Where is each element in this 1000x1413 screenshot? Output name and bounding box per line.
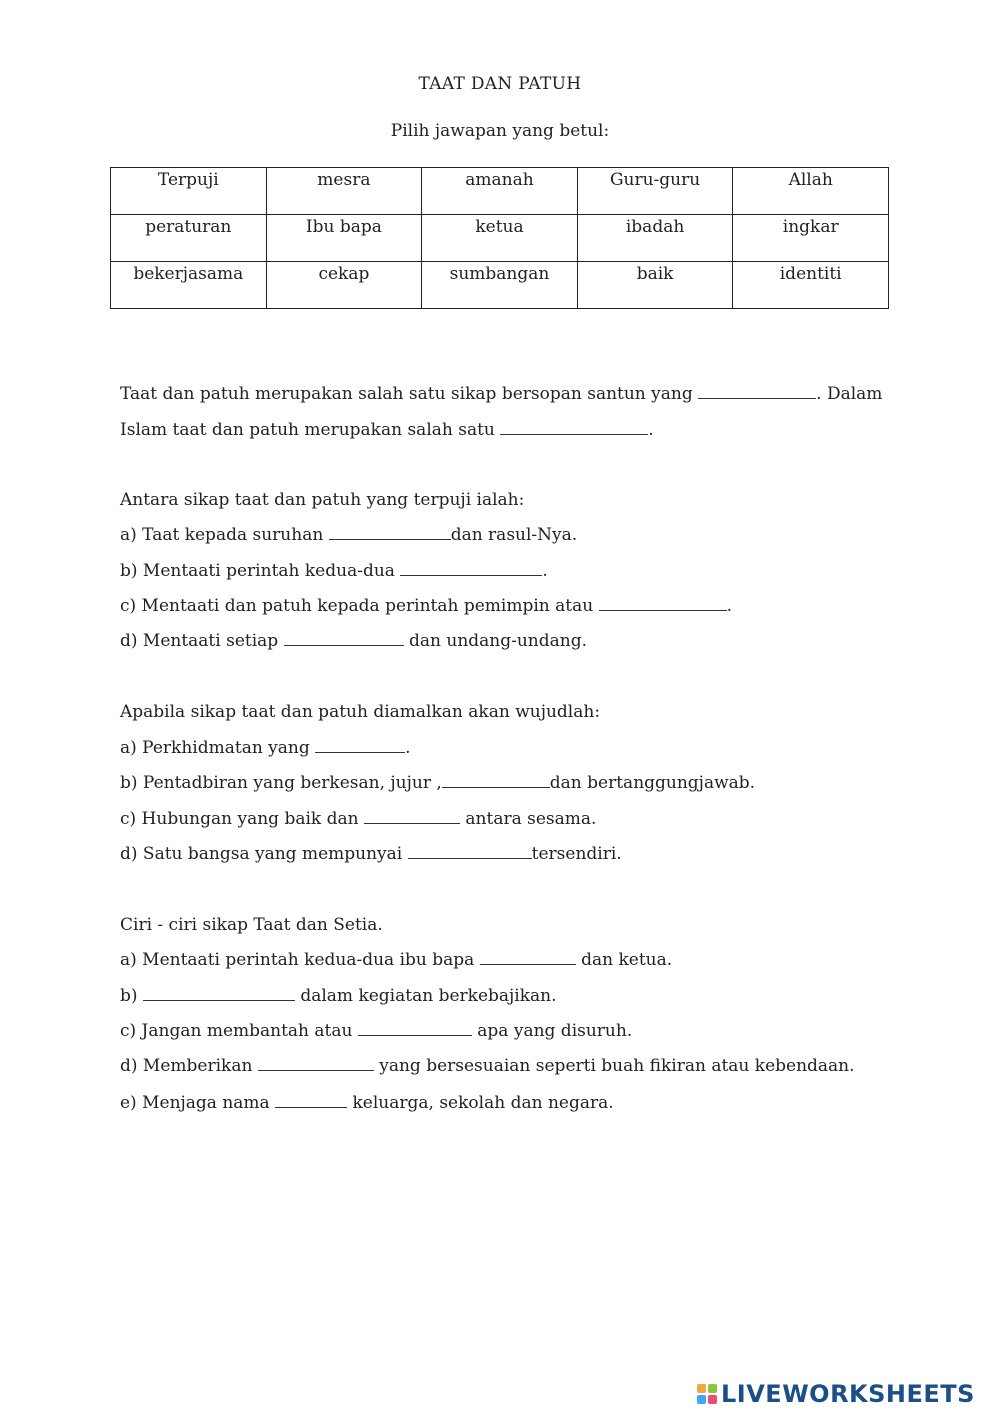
brand-name: LIVEWORKSHEETS bbox=[721, 1380, 975, 1408]
answer-blank[interactable] bbox=[358, 1021, 472, 1036]
question-item: b) Mentaati perintah kedua-dua . bbox=[120, 561, 548, 581]
answer-blank[interactable] bbox=[400, 561, 542, 576]
word-cell: peraturan bbox=[111, 215, 267, 262]
question-item: d) Mentaati setiap dan undang-undang. bbox=[120, 631, 588, 651]
word-cell: ibadah bbox=[577, 215, 733, 262]
table-row bbox=[111, 215, 889, 262]
brand-icon bbox=[697, 1384, 717, 1404]
logo-square bbox=[697, 1395, 706, 1404]
question-item: d) Satu bangsa yang mempunyai tersendiri. bbox=[120, 844, 622, 864]
page-title: TAAT DAN PATUH bbox=[418, 74, 582, 94]
word-bank-table bbox=[110, 167, 889, 309]
answer-blank[interactable] bbox=[408, 844, 532, 859]
word-cell: bekerjasama bbox=[111, 262, 267, 309]
logo-square bbox=[708, 1395, 717, 1404]
answer-blank[interactable] bbox=[315, 738, 405, 753]
question-item: e) Menjaga nama keluarga, sekolah dan negara. bbox=[120, 1093, 614, 1113]
word-cell: ketua bbox=[422, 215, 578, 262]
question-item: c) Jangan membantah atau apa yang disuruh. bbox=[120, 1021, 633, 1041]
word-cell: mesra bbox=[266, 168, 422, 215]
answer-blank[interactable] bbox=[442, 773, 550, 788]
section-heading: Apabila sikap taat dan patuh diamalkan akan wujudlah: bbox=[120, 702, 601, 722]
answer-blank[interactable] bbox=[364, 809, 460, 824]
section-heading: Ciri - ciri sikap Taat dan Setia. bbox=[120, 915, 383, 935]
logo-square bbox=[708, 1384, 717, 1393]
table-row bbox=[111, 168, 889, 215]
word-cell: Terpuji bbox=[111, 168, 267, 215]
intro-line-1: Taat dan patuh merupakan salah satu sikap bersopan santun yang . Dalam bbox=[120, 384, 883, 404]
table-row bbox=[111, 262, 889, 309]
question-item: b) Pentadbiran yang berkesan, jujur , dan bertanggungjawab. bbox=[120, 773, 756, 793]
intro-line-2: Islam taat dan patuh merupakan salah satu . bbox=[120, 420, 654, 440]
question-item: b) dalam kegiatan berkebajikan. bbox=[120, 986, 557, 1006]
word-cell: ingkar bbox=[733, 215, 889, 262]
answer-blank[interactable] bbox=[258, 1056, 374, 1071]
answer-blank[interactable] bbox=[284, 631, 404, 646]
word-cell: amanah bbox=[422, 168, 578, 215]
word-cell: baik bbox=[577, 262, 733, 309]
answer-blank[interactable] bbox=[698, 384, 816, 399]
question-item: c) Hubungan yang baik dan antara sesama. bbox=[120, 809, 597, 829]
logo-square bbox=[697, 1384, 706, 1393]
section-heading: Antara sikap taat dan patuh yang terpuji ialah: bbox=[120, 490, 525, 510]
word-cell: Ibu bapa bbox=[266, 215, 422, 262]
answer-blank[interactable] bbox=[275, 1093, 347, 1108]
question-item: c) Mentaati dan patuh kepada perintah pemimpin atau . bbox=[120, 596, 732, 616]
answer-blank[interactable] bbox=[500, 420, 648, 435]
instruction: Pilih jawapan yang betul: bbox=[390, 121, 610, 141]
question-item: a) Mentaati perintah kedua-dua ibu bapa dan ketua. bbox=[120, 950, 673, 970]
answer-blank[interactable] bbox=[480, 950, 576, 965]
question-item: d) Memberikan yang bersesuaian seperti buah fikiran atau kebendaan. bbox=[120, 1056, 855, 1076]
answer-blank[interactable] bbox=[329, 525, 451, 540]
answer-blank[interactable] bbox=[143, 986, 295, 1001]
question-item: a) Taat kepada suruhan dan rasul-Nya. bbox=[120, 525, 578, 545]
word-cell: Guru-guru bbox=[577, 168, 733, 215]
word-cell: cekap bbox=[266, 262, 422, 309]
liveworksheets-logo bbox=[697, 1379, 975, 1409]
word-cell: sumbangan bbox=[422, 262, 578, 309]
word-cell: identiti bbox=[733, 262, 889, 309]
answer-blank[interactable] bbox=[599, 596, 727, 611]
question-item: a) Perkhidmatan yang . bbox=[120, 738, 411, 758]
word-cell: Allah bbox=[733, 168, 889, 215]
